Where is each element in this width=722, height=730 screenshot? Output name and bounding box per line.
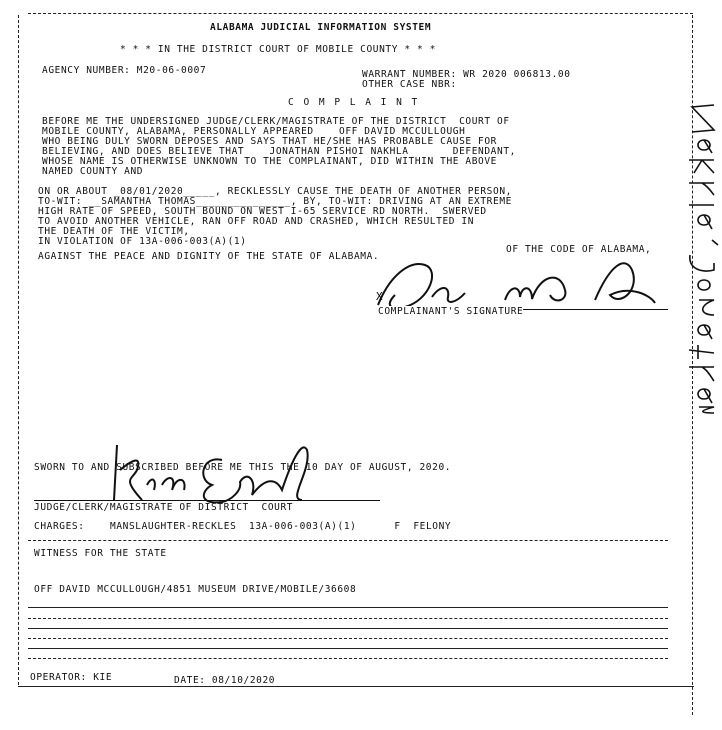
charge-line: HIGH RATE OF SPEED, SOUTH BOUND ON WEST I-65 SERVICE RD NORTH. SWERVED [38,206,487,217]
left-border [18,15,19,685]
side-handwritten-name-image [684,95,720,415]
code-of-alabama: OF THE CODE OF ALABAMA, [506,244,652,255]
other-case-nbr: OTHER CASE NBR: [362,79,457,90]
footer-date: DATE: 08/10/2020 [174,675,276,686]
blank-line [28,607,668,608]
agency-number: AGENCY NUMBER: M20-06-0007 [42,65,207,76]
complaint-title: C O M P L A I N T [288,97,420,108]
body-line: WHO BEING DULY SWORN DEPOSES AND SAYS THAT HE/SHE HAS PROBABLE CAUSE FOR [42,136,498,147]
charges-value: MANSLAUGHTER-RECKLES 13A-006-003(A)(1) F FELONY [110,521,452,532]
charge-line: THE DEATH OF THE VICTIM, [38,226,190,237]
judge-signature-line [34,500,380,501]
witness-entry: OFF DAVID MCCULLOUGH/4851 MUSEUM DRIVE/MOBILE/36608 [34,584,357,595]
court-title: * * * IN THE DISTRICT COURT OF MOBILE COUNTY * * * [120,44,436,55]
body-line: MOBILE COUNTY, ALABAMA, PERSONALLY APPEARED OFF DAVID MCCULLOUGH [42,126,466,137]
blank-line [28,648,668,649]
witness-label: WITNESS FOR THE STATE [34,548,167,559]
charge-line: TO AVOID ANOTHER VEHICLE, RAN OFF ROAD AND CRASHED, WHICH RESULTED IN [38,216,475,227]
operator: OPERATOR: KIE [30,672,113,683]
sworn-statement: SWORN TO AND SUBSCRIBED BEFORE ME THIS THE 10 DAY OF AUGUST, 2020. [34,462,452,473]
complainant-signature-label: COMPLAINANT'S SIGNATURE [378,306,524,317]
blank-line [28,628,668,629]
body-line: WHOSE NAME IS OTHERWISE UNKNOWN TO THE COMPLAINANT, DID WITHIN THE ABOVE [42,156,498,167]
blank-line [28,638,668,639]
blank-line [28,618,668,619]
body-line: BEFORE ME THE UNDERSIGNED JUDGE/CLERK/MAGISTRATE OF THE DISTRICT COURT OF [42,116,510,127]
charge-line: IN VIOLATION OF 13A-006-003(A)(1) [38,236,247,247]
bottom-border [18,686,694,687]
charges-label: CHARGES: [34,521,85,532]
sig-x-mark: X [376,290,384,303]
system-title: ALABAMA JUDICIAL INFORMATION SYSTEM [210,22,432,33]
warrant-number: WARRANT NUMBER: WR 2020 006813.00 [362,69,571,80]
section-divider [28,540,668,541]
blank-line [28,658,668,659]
against-peace: AGAINST THE PEACE AND DIGNITY OF THE STATE OF ALABAMA. [38,251,380,262]
judge-label: JUDGE/CLERK/MAGISTRATE OF DISTRICT COURT [34,502,294,513]
body-line: BELIEVING, AND DOES BELIEVE THAT JONATHAN PISHOI NAKHLA DEFENDANT, [42,146,516,157]
charge-line: TO-WIT: __SAMANTHA THOMAS_______________, BY, TO-WIT: DRIVING AT AN EXTREME [38,196,512,207]
body-line: NAMED COUNTY AND [42,166,144,177]
top-border [28,13,693,14]
charge-line: ON OR ABOUT _08/01/2020_____, RECKLESSLY CAUSE THE DEATH OF ANOTHER PERSON, [38,186,512,197]
